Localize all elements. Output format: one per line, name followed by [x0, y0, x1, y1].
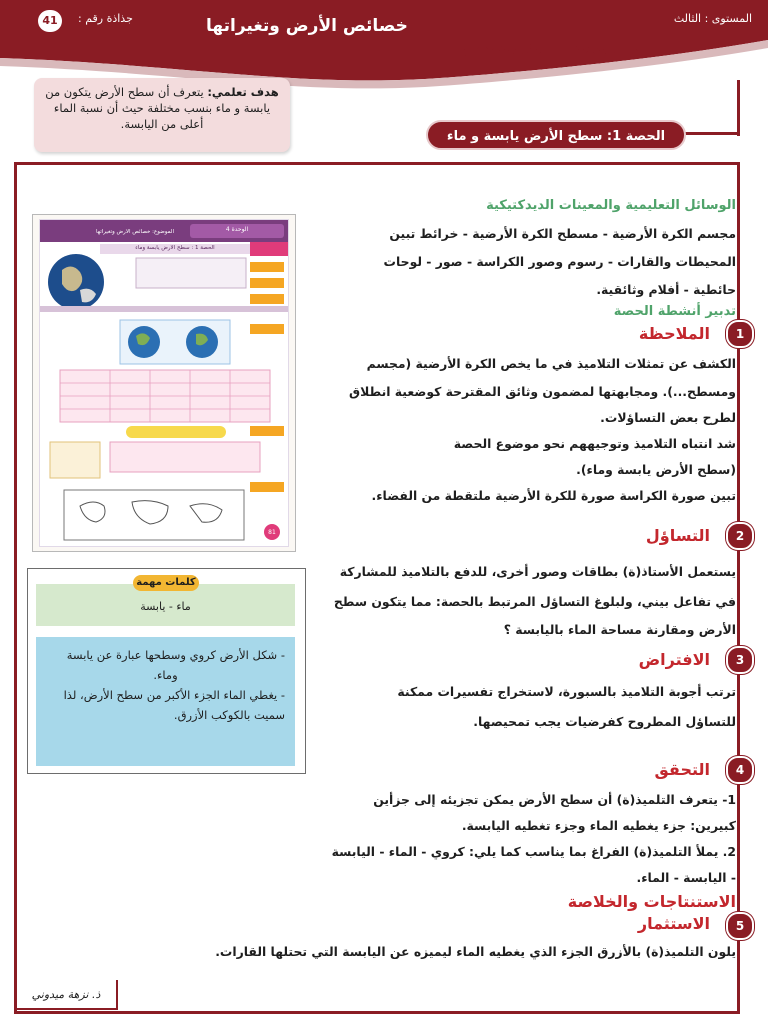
step-line: - اليابسة - الماء. — [636, 870, 736, 885]
textbook-page — [39, 219, 289, 547]
summary-line: وماء. — [153, 668, 178, 682]
frame-connector-horizontal — [684, 132, 740, 135]
activities-heading: تدبير أنشطة الحصة — [613, 304, 736, 319]
session-title: الحصة 1: سطح الأرض يابسة و ماء — [426, 120, 686, 150]
objective-label: هدف تعلمي: — [207, 85, 279, 99]
learning-objective — [34, 78, 290, 152]
step-title: التحقق — [654, 760, 710, 779]
step-line: الكشف عن تمثلات التلاميذ في ما يخص الكرة الأرضية (مجسم — [366, 356, 736, 371]
main-title: النشاط العلمي — [462, 30, 659, 61]
step-number-badge: 5 — [726, 912, 754, 940]
book-session-label: الحصة 1 : سطح الأرض يابسة وماء — [135, 245, 215, 251]
step-line: ومسطح...). ومجابهتها لمضمون وثائق المقترحة كوضعية انطلاق — [349, 384, 736, 399]
step-line: تبين صورة الكراسة صورة للكرة الأرضية ملتقطة من الفضاء. — [371, 488, 736, 503]
step-line: (سطح الأرض يابسة وماء). — [576, 462, 736, 477]
level-label: المستوى : الثالث — [673, 12, 752, 25]
step-number-badge: 4 — [726, 756, 754, 784]
keywords-list: ماء - يابسة — [36, 584, 295, 626]
step-line: لطرح بعض التساؤلات. — [600, 410, 736, 425]
step-number-badge: 2 — [726, 522, 754, 550]
step-line: للتساؤل المطروح كفرضيات يجب تمحيصها. — [473, 714, 736, 729]
resources-line: حائطية - أفلام وثائقية. — [596, 282, 736, 297]
resources-heading: الوسائل التعليمية والمعينات الديدكتيكية — [486, 198, 736, 213]
summary-box — [36, 637, 295, 766]
summary-line: سميت بالكوكب الأزرق. — [173, 708, 285, 722]
step-title: التساؤل — [645, 526, 710, 545]
step-line: يلون التلميذ(ة) بالأزرق الجزء الذي يغطيه الماء ليميزه عن اليابسة التي تحتلها القارات. — [215, 944, 736, 959]
summary-line: - يغطي الماء الجزء الأكبر من سطح الأرض، لذا — [63, 688, 285, 702]
textbook-illustration — [40, 220, 288, 546]
keywords-tag: كلمات مهمة — [133, 575, 199, 591]
step-number-badge: 1 — [726, 320, 754, 348]
step-title: الملاحظة — [638, 324, 710, 343]
step-line: 2. يملأ التلميذ(ة) الفراغ بما يناسب كما يلي: كروي - الماء - اليابسة — [331, 844, 736, 859]
card-number-badge: 41 — [38, 10, 62, 32]
conclusions-heading: الاستنتاجات والخلاصة — [567, 892, 736, 911]
card-number-label: جذاذة رقم : — [78, 12, 133, 25]
step-line: شد انتباه التلاميذ وتوجيههم نحو موضوع الحصة — [453, 436, 736, 451]
summary-line: - شكل الأرض كروي وسطحها عبارة عن يابسة — [66, 648, 285, 662]
frame-connector — [737, 80, 740, 136]
textbook-page-image — [32, 214, 296, 552]
step-line: كبيرين: جزء يغطيه الماء وجزء تغطيه اليابسة. — [461, 818, 736, 833]
book-unit-label: الوحدة 4 — [225, 226, 249, 233]
step-line: في تفاعل بيني، ولبلوغ التساؤل المرتبط بالحصة: مما يتكون سطح — [333, 594, 736, 609]
subject-title: خصائص الأرض وتغيراتها — [206, 16, 408, 36]
book-topic: الموضوع: خصائص الأرض وتغيراتها — [95, 229, 174, 235]
author-signature: ذ. نزهة ميدوني — [16, 980, 118, 1010]
step-title: الافتراض — [638, 650, 710, 669]
objective-text: يتعرف أن سطح الأرض يتكون من يابسة و ماء بنسب مختلفة حيث أن نسبة الماء أعلى من اليابسة. — [45, 85, 271, 131]
resources-line: المحيطات والقارات - رسوم وصور الكراسة - صور - لوحات — [383, 254, 736, 269]
step-title: الاستثمار — [637, 914, 710, 933]
resources-line: مجسم الكرة الأرضية - مسطح الكرة الأرضية - خرائط تبين — [389, 226, 736, 241]
step-line: ترتب أجوبة التلاميذ بالسبورة، لاستخراج تفسيرات ممكنة — [397, 684, 736, 699]
step-line: 1- يتعرف التلميذ(ة) أن سطح الأرض يمكن تجزيئه إلى جزأين — [373, 792, 736, 807]
book-page-number: 81 — [268, 529, 276, 536]
step-line: الأرض ومقارنة مساحة الماء باليابسة ؟ — [503, 622, 736, 637]
step-number-badge: 3 — [726, 646, 754, 674]
step-line: يستعمل الأستاذ(ة) بطاقات وصور أخرى، للدفع بالتلاميذ للمشاركة — [339, 564, 736, 579]
